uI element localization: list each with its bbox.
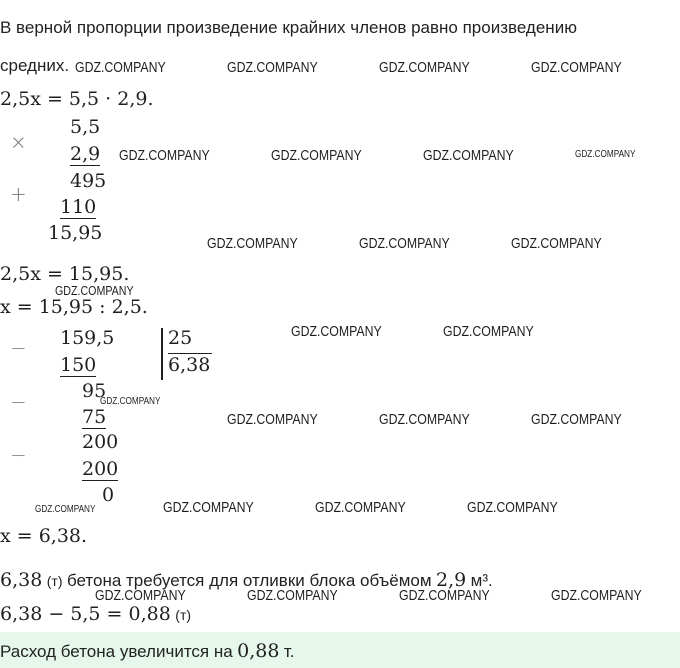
conclusion-text: бетона требуется для отливки блока объёмом (66, 571, 432, 590)
minus-sign-2: − (10, 390, 27, 414)
watermark: GDZ.COMPANY (467, 499, 558, 516)
divisor: 25 (168, 327, 193, 349)
watermark: GDZ.COMPANY (575, 149, 636, 160)
partial-product-2: 110 (60, 196, 97, 218)
watermark: GDZ.COMPANY (551, 587, 642, 604)
watermark: GDZ.COMPANY (227, 59, 318, 76)
difference-unit: (т) (175, 607, 192, 623)
watermark: GDZ.COMPANY (379, 59, 470, 76)
answer-box (0, 632, 680, 668)
unit-tonnes: (т) (46, 573, 63, 589)
minus-sign-1: − (10, 336, 27, 360)
answer-line (0, 640, 295, 662)
equation-2: 2,5x = 15,95. (0, 263, 130, 285)
difference-expression: 6,38 − 5,5 = 0,88 (0, 603, 171, 625)
unit-cubic-meters: м³. (470, 571, 493, 590)
watermark: GDZ.COMPANY (75, 59, 166, 76)
watermark: GDZ.COMPANY (531, 59, 622, 76)
watermark: GDZ.COMPANY (315, 499, 406, 516)
watermark: GDZ.COMPANY (207, 235, 298, 252)
block-volume: 2,9 (436, 569, 467, 591)
product: 15,95 (48, 222, 103, 244)
watermark: GDZ.COMPANY (95, 587, 186, 604)
watermark: GDZ.COMPANY (271, 147, 362, 164)
watermark: GDZ.COMPANY (531, 411, 622, 428)
subtract-2: 75 (82, 406, 107, 428)
watermark: GDZ.COMPANY (100, 396, 161, 407)
times-sign: × (10, 130, 27, 154)
remainder-1: 95 (82, 380, 107, 402)
answer-unit: т. (283, 642, 295, 661)
watermark: GDZ.COMPANY (55, 283, 134, 298)
equation-1: 2,5x = 5,5 · 2,9. (0, 88, 154, 110)
watermark: GDZ.COMPANY (359, 235, 450, 252)
equation-3: x = 15,95 : 2,5. (0, 296, 148, 318)
watermark: GDZ.COMPANY (119, 147, 210, 164)
watermark: GDZ.COMPANY (227, 411, 318, 428)
difference-line (0, 603, 191, 625)
watermark: GDZ.COMPANY (443, 323, 534, 340)
dividend: 159,5 (60, 327, 115, 349)
remainder-3: 0 (102, 484, 115, 506)
equation-4: x = 6,38. (0, 525, 88, 547)
watermark: GDZ.COMPANY (379, 411, 470, 428)
answer-text: Расход бетона увеличится на (0, 642, 233, 661)
subtract-1: 150 (60, 354, 97, 376)
watermark: GDZ.COMPANY (35, 504, 96, 515)
remainder-2: 200 (82, 431, 119, 453)
subtract-3: 200 (82, 458, 119, 480)
factor-2: 2,9 (70, 143, 101, 165)
minus-sign-3: − (10, 443, 27, 467)
concrete-amount: 6,38 (0, 569, 43, 591)
partial-product-1: 495 (70, 170, 107, 192)
quotient: 6,38 (168, 354, 211, 376)
plus-sign: + (10, 182, 27, 206)
watermark: GDZ.COMPANY (423, 147, 514, 164)
division-bar (161, 328, 163, 380)
intro-line-2: средних. (0, 56, 70, 75)
factor-1: 5,5 (70, 116, 101, 138)
answer-value: 0,88 (237, 640, 280, 662)
watermark: GDZ.COMPANY (291, 323, 382, 340)
watermark: GDZ.COMPANY (163, 499, 254, 516)
watermark: GDZ.COMPANY (247, 587, 338, 604)
watermark: GDZ.COMPANY (511, 235, 602, 252)
intro-line-1: В верной пропорции произведение крайних членов равно произведению (0, 18, 577, 37)
watermark: GDZ.COMPANY (399, 587, 490, 604)
